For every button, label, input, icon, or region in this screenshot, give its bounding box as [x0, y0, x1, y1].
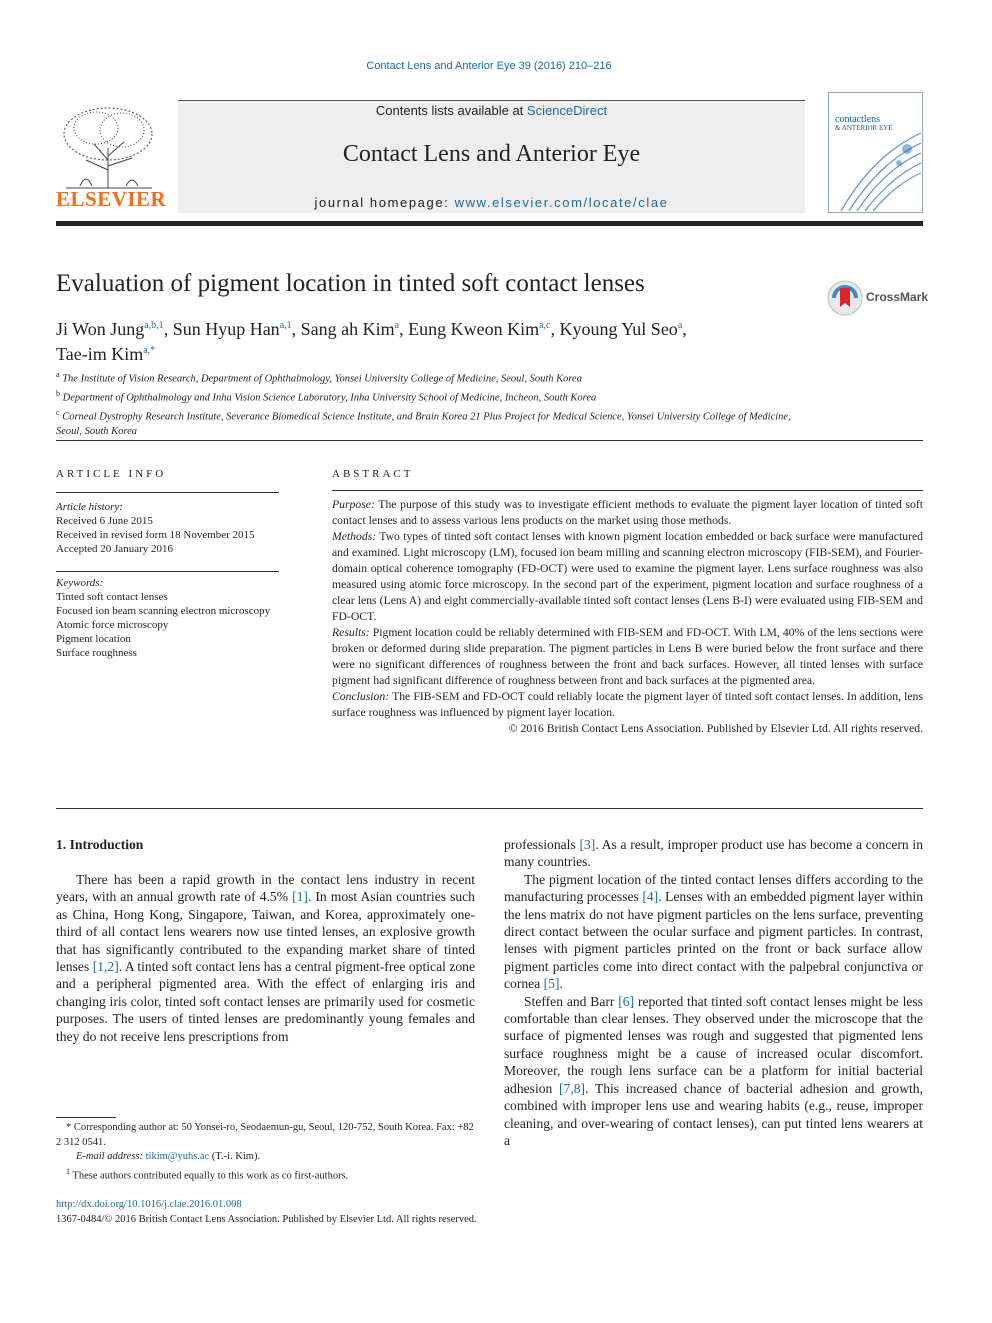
citation-link[interactable]: [1]: [292, 889, 308, 905]
author-affil-mark[interactable]: a,*: [143, 345, 156, 356]
contents-line: [178, 103, 805, 118]
homepage-line: [178, 195, 805, 210]
homepage-link[interactable]: www.elsevier.com/locate/clae: [454, 195, 669, 210]
history-received: Received 6 June 2015: [56, 515, 153, 527]
masthead-rule: [56, 221, 923, 226]
citation-link[interactable]: [6]: [618, 993, 635, 1009]
author[interactable]: [56, 319, 173, 339]
affiliation-text: The Institute of Vision Research, Department of Ophthalmology, Yonsei University College of Medicine, Seoul, South Korea: [62, 373, 582, 385]
abstract-heading: ABSTRACT: [332, 468, 414, 480]
author-affil-mark[interactable]: a,b,1: [144, 320, 164, 331]
email-link[interactable]: tikim@yuhs.ac: [145, 1151, 210, 1162]
corresponding-author-text: Corresponding author at: 50 Yonsei-ro, Seodaemun-gu, Seoul, 120-752, South Korea. Fax: +82 2 312 0541.: [56, 1122, 474, 1148]
conclusion-text: The FIB-SEM and FD-OCT could reliably locate the pigment layer of tinted soft contact lenses. In addition, lens surface roughness was influenced by pigment layer location.: [332, 690, 923, 719]
author[interactable]: [408, 319, 559, 339]
affiliation-mark: c: [56, 408, 60, 417]
history-label: Article history:: [56, 501, 123, 513]
email-note: [56, 1150, 475, 1165]
history-accepted: Accepted 20 January 2016: [56, 543, 173, 555]
abstract-results: [332, 625, 923, 689]
running-header[interactable]: Contact Lens and Anterior Eye 39 (2016) 210–216: [366, 60, 612, 72]
journal-cover-thumbnail[interactable]: [828, 92, 923, 213]
paragraph: [504, 836, 923, 871]
methods-label: Methods:: [332, 530, 377, 543]
results-label: Results:: [332, 626, 370, 639]
elsevier-logo: [56, 100, 167, 212]
history-revised: Received in revised form 18 November 2015: [56, 529, 255, 541]
issn-copyright: 1367-0484/© 2016 British Contact Lens Association. Published by Elsevier Ltd. All rights reserved.: [56, 1214, 477, 1225]
author[interactable]: [559, 319, 686, 339]
author-separator: ,: [163, 319, 173, 339]
author-name: Eung Kweon Kim: [408, 319, 540, 339]
doi-link[interactable]: http://dx.doi.org/10.1016/j.clae.2016.01.008: [56, 1199, 242, 1210]
article-info-rule: [56, 492, 279, 493]
author-affil-mark[interactable]: a,1: [279, 320, 292, 331]
text-run: There has been a rapid growth in the contact lens industry in recent years, with an annual growth rate of 4.5%: [56, 872, 475, 905]
cover-title-line1: contactlens: [835, 114, 880, 125]
affiliation-text: Department of Ophthalmology and Inha Vision Science Laboratory, Inha University School of Medicine, Incheon, South Korea: [62, 392, 597, 404]
header-divider: [56, 440, 923, 441]
affiliation: [56, 406, 816, 440]
text-run: professionals: [504, 837, 580, 852]
abstract-copyright: © 2016 British Contact Lens Association. Published by Elsevier Ltd. All rights reserved.: [508, 722, 923, 735]
page-footer: [56, 1197, 477, 1227]
email-suffix: (T.-i. Kim).: [209, 1151, 261, 1162]
crossmark-label: CrossMark: [866, 290, 929, 304]
author-name: Ji Won Jung: [56, 319, 145, 339]
article-info-heading: ARTICLE INFO: [56, 468, 167, 480]
citation-link[interactable]: [7,8]: [559, 1080, 586, 1096]
affiliation-mark: a: [56, 370, 60, 379]
keyword: Surface roughness: [56, 647, 137, 659]
journal-title: Contact Lens and Anterior Eye: [342, 141, 641, 167]
keywords-rule: [56, 571, 279, 572]
citation-link[interactable]: [1,2]: [92, 959, 119, 975]
abstract-conclusion: [332, 689, 923, 721]
keywords-label: Keywords:: [56, 577, 104, 589]
author-affil-mark[interactable]: a,c: [539, 320, 551, 331]
footnotes: [56, 1121, 475, 1184]
text-run: . Lenses with an embedded pigment layer within the lens matrix do not have pigment particles on the lens surface, preventing direct contact between the ocular surface and pigment particles. In contrast, lenses with pigment particles printed on the front or back surface allow pigment particles come into direct contact with the palpebral conjunctiva or cornea: [504, 889, 924, 992]
author-name: Sang ah Kim: [300, 319, 395, 339]
paragraph: [504, 871, 923, 993]
corresponding-author-note: * Corresponding author at: 50 Yonsei-ro, Seodaemun-gu, Seoul, 120-752, South Korea. Fax: +82 2 312 0541.: [56, 1122, 474, 1148]
author[interactable]: [56, 344, 155, 364]
text-run: . In most Asian countries such as China, Hong Kong, Singapore, Taiwan, and Korea, approximately one-third of all contact lens wearers now use tinted lenses, an explosive growth that has significantly contributed to the expanding market share of tinted lenses: [56, 889, 475, 975]
author-affil-mark[interactable]: a: [677, 320, 683, 331]
purpose-label: Purpose:: [332, 498, 375, 511]
text-run: Steffen and Barr: [524, 993, 619, 1009]
body-column-right: [504, 836, 923, 1149]
purpose-text: The purpose of this study was to investigate efficient methods to evaluate the pigment layer location of tinted soft contact lenses and to assess various lens products on the market using those methods.: [332, 498, 923, 527]
cover-swirl-graphic: [829, 93, 922, 212]
homepage-prefix: journal homepage:: [314, 195, 455, 210]
body-column-left: [56, 871, 475, 1045]
abstract: [332, 497, 923, 737]
methods-text: Two types of tinted soft contact lenses with known pigment location embedded or back surface were manufactured and examined. Light microscopy (LM), focused ion beam milling and scanning electron microscopy (FIB-SEM), and Fourier-domain optical coherence tomography (FD-OCT) were used to examine the pigment layer. Lens surface roughness was also measured using atomic force microscopy. In the second part of the experiment, pigment location and surface roughness of a clear lens (Lens A) and eight commercially-available tinted soft contact lenses (Lens B-I) were evaluated using FIB-SEM and FD-OCT.: [332, 530, 923, 623]
text-run: . A tinted soft contact lens has a central pigment-free optical zone and a peripheral pigmented area. With the effect of enlarging iris and changing iris color, tinted soft contact lenses are primarily used for cosmetic purposes. The users of tinted lenses are predominantly young females and they do not receive lens prescriptions from: [56, 959, 475, 1044]
author-separator: ,: [291, 319, 301, 339]
results-text: Pigment location could be reliably determined with FIB-SEM and FD-OCT. With LM, 40% of the lens sections were broken or deformed during slide preparation. The pigment particles in Lens B were buried below the front surface and there were no significant differences of roughness between the front and back surfaces. However, all tinted lenses with surface pigment had significant difference of roughness between front and back surfaces at the pigmented area.: [332, 626, 923, 687]
author-name: Tae-im Kim: [56, 344, 144, 364]
abstract-methods: [332, 529, 923, 625]
author-affil-mark[interactable]: a: [394, 320, 400, 331]
abstract-rule: [332, 490, 923, 491]
author-separator: ,: [550, 319, 560, 339]
text-run: The pigment location of the tinted contact lenses differs according to the manufacturing processes: [504, 871, 923, 905]
article-title: Evaluation of pigment location in tinted soft contact lenses: [56, 270, 645, 297]
cover-title-line2: & ANTERIOR EYE: [835, 124, 893, 132]
equal-contribution-text: These authors contributed equally to this work as co first-authors.: [72, 1170, 349, 1181]
keyword: Atomic force microscopy: [56, 619, 169, 631]
author-separator: ,: [682, 319, 687, 339]
crossmark-icon: [826, 279, 864, 317]
author-name: Sun Hyup Han: [172, 319, 280, 339]
affiliation-mark: b: [56, 389, 60, 398]
section-heading-introduction: 1. Introduction: [56, 837, 144, 852]
citation-link[interactable]: [5]: [543, 976, 560, 992]
author[interactable]: [173, 319, 301, 339]
keyword: Pigment location: [56, 633, 131, 645]
affiliations: [56, 368, 816, 440]
text-run: reported that tinted soft contact lenses might be less comfortable than clear lenses. They observed under the microscope that the surface of pigmented lenses was rough and suggested that pigmented lens surface roughness might be a cause of increased ocular discomfort. Moreover, the rough lens surface can be a platform for initial bacterial adhesion: [504, 993, 923, 1096]
citation-link[interactable]: [4]: [642, 889, 659, 905]
keyword: Tinted soft contact lenses: [56, 591, 168, 603]
paragraph: [56, 871, 475, 1045]
affiliation: [56, 368, 816, 387]
affiliation-text: Corneal Dystrophy Research Institute, Severance Biomedical Science Institute, and Brain Korea 21 Plus Project for Medical Science, Yonsei University College of Medicine, Seoul, South Korea: [56, 411, 791, 437]
author[interactable]: [301, 319, 408, 339]
article-info: [56, 500, 279, 660]
crossmark-badge[interactable]: [826, 279, 929, 315]
affiliation: [56, 387, 816, 406]
journal-masthead: [178, 100, 805, 213]
keyword: Focused ion beam scanning electron microscopy: [56, 605, 271, 617]
author-list: [56, 315, 816, 365]
equal-contribution-note: $^1$ These authors contributed equally to this work as co first-authors.: [66, 1166, 349, 1181]
text-run: . This increased chance of bacterial adhesion and growth, combined with improper lens use and wearing habits (e.g., reuse, improper cleaning, and over-wearing of contact lenses), can put tinted lens wearers at a: [504, 1080, 923, 1148]
conclusion-label: Conclusion:: [332, 690, 390, 703]
footnote-rule: [56, 1117, 116, 1118]
tree-icon: [56, 100, 161, 190]
text-run: . As a result, improper product use has become a concern in many countries.: [504, 837, 923, 870]
email-label: E-mail address:: [76, 1151, 143, 1162]
paragraph: [504, 993, 923, 1150]
abstract-divider: [56, 808, 923, 809]
author-separator: ,: [399, 319, 409, 339]
abstract-purpose: [332, 497, 923, 529]
elsevier-wordmark: ELSEVIER: [56, 187, 167, 211]
author-name: Kyoung Yul Seo: [559, 319, 678, 339]
sciencedirect-link[interactable]: ScienceDirect: [526, 103, 608, 118]
contents-prefix: Contents lists available at: [375, 103, 527, 118]
text-run: .: [559, 976, 563, 992]
citation-link[interactable]: [3]: [579, 837, 596, 852]
